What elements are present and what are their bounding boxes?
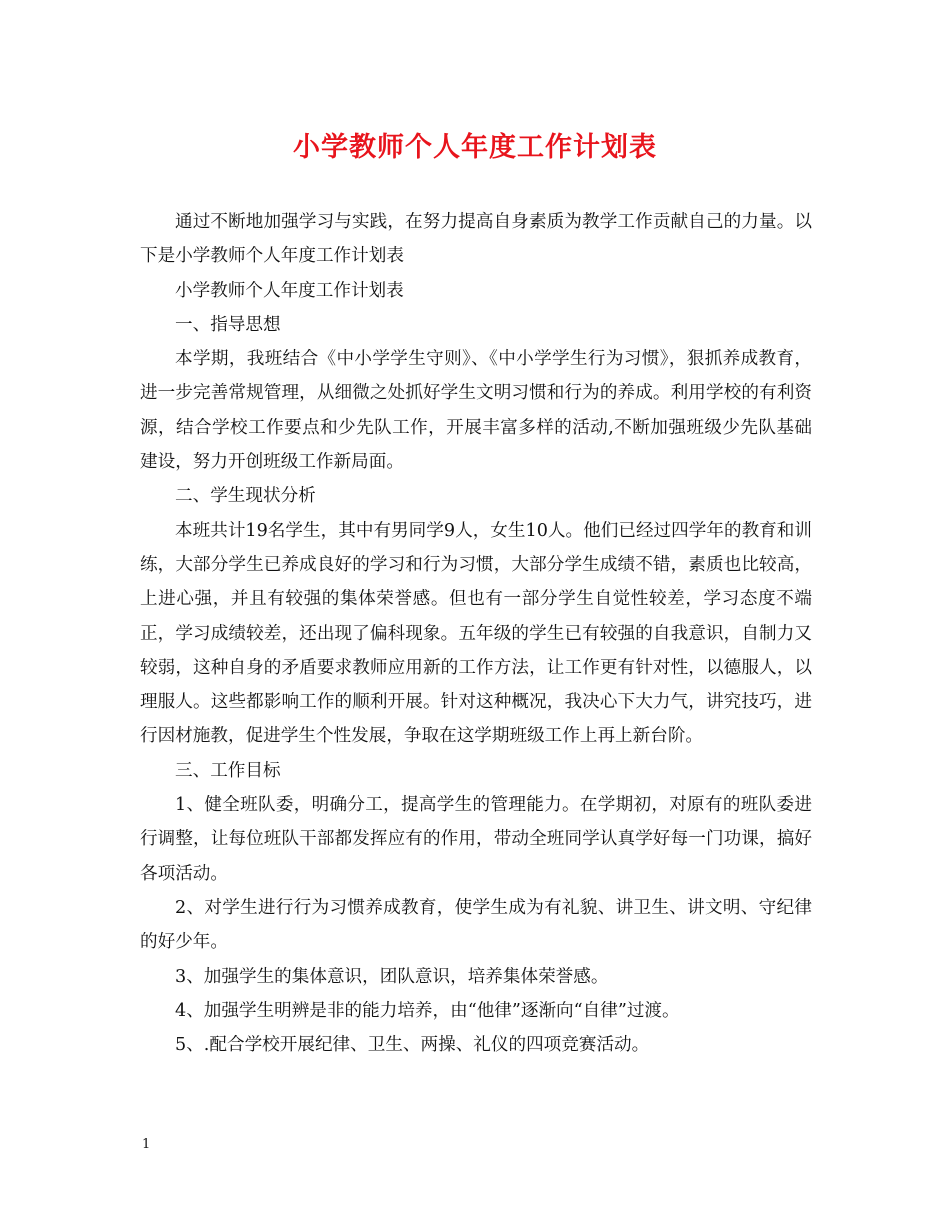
document-title: 小学教师个人年度工作计划表 [293, 132, 657, 163]
document-body [140, 205, 812, 1062]
goal-item: 3、加强学生的集体意识，团队意识，培养集体荣誉感。 [175, 966, 609, 987]
section-heading-student-analysis: 二、学生现状分析 [175, 486, 316, 507]
page-number: 1 [142, 1137, 151, 1152]
section-heading-work-goals: 三、工作目标 [175, 760, 281, 781]
goal-item: 1、健全班队委，明确分工，提高学生的管理能力。在学期初，对原有的班队委进行调整，让每位班队干部都发挥应有的作用，带动全班同学认真学好每一门功课，搞好各项活动。 [140, 795, 812, 884]
subtitle-paragraph: 小学教师个人年度工作计划表 [175, 280, 404, 301]
goal-item: 4、加强学生明辨是非的能力培养，由“他律”逐渐向“自律”过渡。 [175, 1000, 680, 1021]
student-analysis-paragraph: 本班共计19名学生，其中有男同学9人，女生10人。他们已经过四学年的教育和训练，大部分学生已养成良好的学习和行为习惯，大部分学生成绩不错，素质也比较高，上进心强，并且有较强的集体荣誉感。但也有一部分学生自觉性较差，学习态度不端正，学习成绩较差，还出现了偏科现象。五年级的学生已有较强的自我意识，自制力又较弱，这种自身的矛盾要求教师应用新的工作方法，让工作更有针对性，以德服人，以理服人。这些都影响工作的顺利开展。针对这种概况，我决心下大力气，讲究技巧，进行因材施教，促进学生个性发展，争取在这学期班级工作上再上新台阶。 [140, 520, 812, 747]
goal-item: 5、.配合学校开展纪律、卫生、两操、礼仪的四项竞赛活动。 [175, 1035, 650, 1056]
goal-item: 2、对学生进行行为习惯养成教育，使学生成为有礼貌、讲卫生、讲文明、守纪律的好少年。 [140, 897, 812, 953]
guiding-thought-paragraph: 本学期，我班结合《中小学学生守则》、《中小学学生行为习惯》，狠抓养成教育，进一步完善常规管理，从细微之处抓好学生文明习惯和行为的养成。利用学校的有利资源，结合学校工作要点和少先队工作，开展丰富多样的活动,不断加强班级少先队基础建设，努力开创班级工作新局面。 [140, 349, 812, 473]
section-heading-guiding-thought: 一、指导思想 [175, 314, 281, 335]
intro-paragraph: 通过不断地加强学习与实践，在努力提高自身素质为教学工作贡献自己的力量。以下是小学教师个人年度工作计划表 [140, 212, 812, 267]
